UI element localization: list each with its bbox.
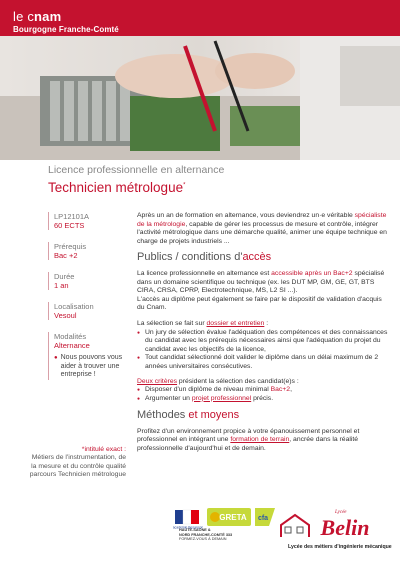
list-item: ● Tout candidat sélectionné doit valider le diplôme dans un délai maximum de 2 années universitaires consécutives. [137, 354, 389, 371]
company-help-note: ● Nous pouvons vous aider à trouver une entreprise ! [54, 354, 123, 378]
header-banner [0, 0, 400, 160]
exact-title-note: *intitulé exact : Métiers de l'instrumentation, de la mesure et du contrôle qualité parcours Technicien métrologue [29, 446, 126, 479]
svg-text:Lycée: Lycée [335, 510, 347, 515]
bullet-icon: ● [54, 355, 58, 361]
partner-logos [173, 508, 275, 530]
list-item: ● Disposer d'un diplôme de niveau minimal Bac+2, [137, 386, 389, 395]
main-content [137, 212, 389, 461]
section-heading-acces: Publics / conditions d'accès [137, 251, 272, 264]
cnam-region: Bourgogne Franche-Comté [13, 25, 119, 34]
section-heading-methodes: Méthodes et moyens [137, 409, 240, 422]
greta-footer-text: HAUTE-SAÔNE & NORD FRANCHE-COMTÉ 333 FORMEZ-VOUS À DEMAIN [179, 528, 233, 541]
cnam-logo: le cnam Bourgogne Franche-Comté [13, 9, 119, 34]
lycee-belin-logo [277, 505, 392, 545]
methodes-paragraph: Profitez d'un environnement propice à votre épanouissement personnel et professionnel en intégrant une formation de terrain, ancrée dans la réalité professionnelle d'aujourd'hui et de demain. [137, 427, 360, 453]
svg-text:académie Besançon: académie Besançon [173, 525, 203, 530]
selection-intro: La sélection se fait sur dossier et entretien : [137, 319, 269, 327]
academie-logo [173, 508, 203, 530]
info-prerequis: Prérequis Bac +2 [48, 242, 124, 260]
page-subtitle: Licence professionnelle en alternance [48, 164, 225, 176]
list-item: ● Un jury de sélection évalue l'adéquation des compétences et des connaissances du candidat avec les prérequis nécessaires ainsi que l'adéquation du projet du candidat avec les objectifs de la licence, [137, 329, 389, 355]
criteria-list [137, 386, 389, 403]
lycee-caption: Lycée des métiers d'ingénierie mécanique [288, 544, 392, 550]
info-modalites: Modalités Alternance ● Nous pouvons vous aider à trouver une entreprise ! [48, 332, 124, 380]
acces-paragraph: La licence professionnelle en alternance est accessible après un Bac+2 spécialisé dans un domaine scientifique ou technique (ex. les DUT MP, GM, GE, GT, BTS CIRA, CRSA, CPRP, Electrotechnique, MS, L2 SI ...). L'accès au diplôme peut également se faire par le dispositif de validation d'acquis du Cnam. [137, 269, 385, 312]
info-code: LP12101A 60 ECTS [48, 212, 124, 230]
svg-text:GRETA: GRETA [219, 513, 247, 522]
criteria-intro: Deux critères président la sélection des candidat(e)s : [137, 377, 299, 385]
selection-list [137, 329, 389, 372]
page-title: Technicien métrologue* [48, 180, 186, 195]
greta-logo [207, 508, 251, 526]
svg-text:cfa: cfa [257, 515, 269, 522]
title-block [48, 164, 388, 195]
list-item: ● Argumenter un projet professionnel précis. [137, 395, 389, 404]
header-photo [0, 36, 400, 160]
info-localisation: Localisation Vesoul [48, 302, 124, 320]
cfa-logo [255, 508, 275, 526]
info-sidebar [48, 212, 124, 392]
info-duree: Durée 1 an [48, 272, 124, 290]
intro-paragraph: Après un an de formation en alternance, vous deviendrez un·e véritable spécialiste de la métrologie, capable de gérer les processus de mesure et contrôle, intégrer l'activité métrologique dans une démarche qualité, animer une équipe technique en charge de projets industriels ... [137, 212, 387, 245]
svg-text:Belin: Belin [320, 515, 370, 540]
